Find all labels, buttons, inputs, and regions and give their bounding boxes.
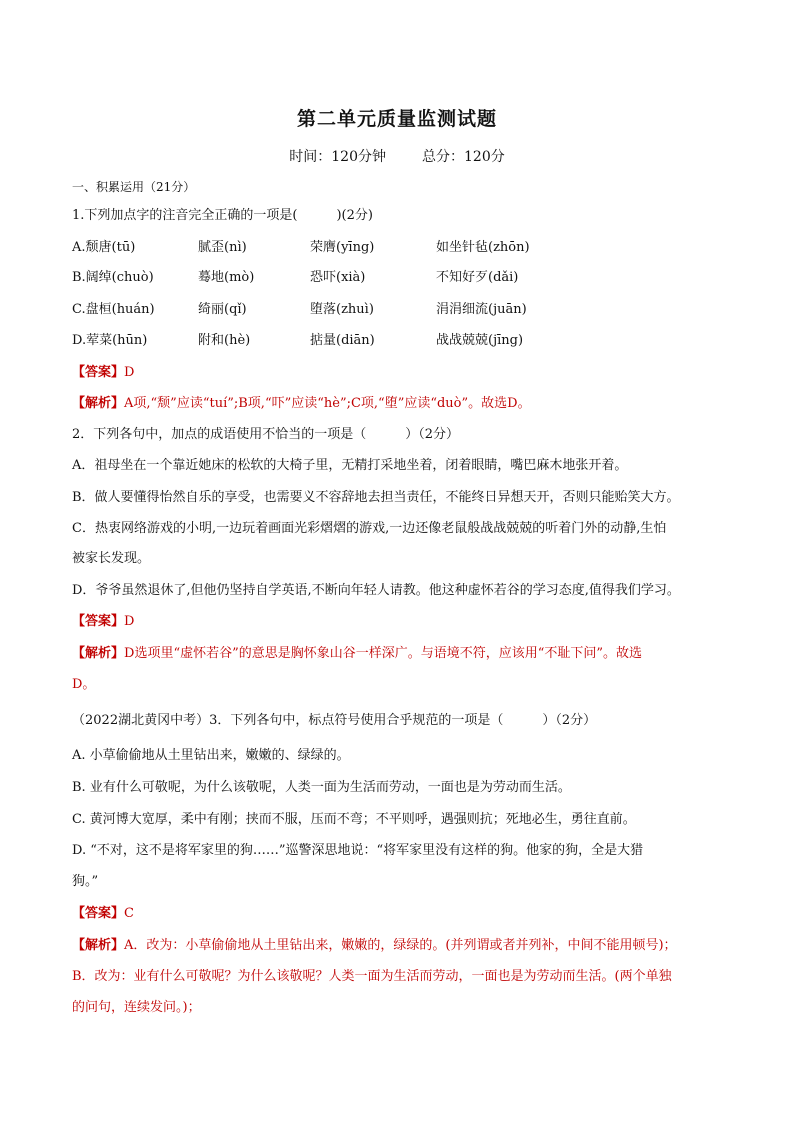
q3-analysis-line2: B．改为：业有什么可敬呢？为什么该敬呢？人类一面为生活而劳动，一面也是为劳动而生活。(两个单独	[72, 969, 672, 984]
q3-option-b: B. 业有什么可敬呢，为什么该敬呢，人类一面为生活而劳动，一面也是为劳动而生活。	[72, 780, 571, 795]
q2-option-a: A．祖母坐在一个靠近她床的松软的大椅子里，无精打采地坐着，闭着眼睛，嘴巴麻木地张开着。	[72, 458, 628, 473]
answer-label: 【答案】	[72, 614, 125, 629]
q1-a-4: 如坐针毡(zhōn)	[436, 240, 530, 255]
q1-a-1: A.颓唐(tū)	[72, 240, 136, 255]
q1-stem: 1.下列加点字的注音完全正确的一项是( )(2分)	[72, 208, 373, 223]
section-heading: 一、积累运用（21分）	[72, 180, 196, 194]
q2-stem: 2．下列各句中，加点的成语使用不恰当的一项是（ ）（2分）	[72, 427, 460, 442]
q1-b-3: 恐吓(xià)	[310, 270, 366, 285]
exam-score: 总分：120分	[422, 149, 505, 165]
answer-value: D	[124, 365, 135, 380]
answer-label: 【答案】	[72, 365, 125, 380]
q1-b-2: 蓦地(mò)	[198, 270, 255, 285]
analysis-text: A项,“颓”应读“tuí”;B项,“吓”应读“hè”;C项,“堕”应读“duò”。故选D。	[124, 396, 531, 411]
q1-c-2: 绮丽(qǐ)	[198, 302, 247, 317]
analysis-text: A．改为：小草偷偷地从土里钻出来，嫩嫩的，绿绿的。(并列谓或者并列补，中间不能用顿号)；	[124, 938, 677, 953]
q2-analysis-line2: D。	[72, 677, 96, 692]
q2-option-c-line1: C．热衷网络游戏的小明,一边玩着画面光彩熠熠的游戏,一边还像老鼠般战战兢兢的听着门外的动静,生怕	[72, 521, 667, 536]
answer-value: D	[124, 614, 135, 629]
q2-answer	[72, 612, 728, 632]
analysis-label: 【解析】	[72, 646, 125, 661]
q1-analysis	[72, 394, 728, 414]
answer-label: 【答案】	[72, 906, 125, 921]
q3-analysis-line1	[72, 936, 728, 956]
q2-option-c-line2: 被家长发现。	[72, 551, 151, 566]
q1-a-3: 荣膺(yīng)	[310, 240, 375, 255]
page-title: 第二单元质量监测试题	[296, 108, 497, 130]
q3-option-d-line2: 狗。”	[72, 874, 99, 889]
analysis-label: 【解析】	[72, 396, 125, 411]
exam-time: 时间：120分钟	[289, 149, 386, 165]
q3-analysis-line3: 的问句，连续发问。)；	[72, 1000, 201, 1015]
exam-info	[0, 146, 794, 166]
q3-option-a: A. 小草偷偷地从土里钻出来，嫩嫩的、绿绿的。	[72, 748, 350, 763]
q3-option-d-line1: D. “不对，这不是将军家里的狗……”巡警深思地说：“将军家里没有这样的狗。他家的狗，全是大猎	[72, 843, 644, 858]
q1-c-4: 涓涓细流(juān)	[436, 302, 527, 317]
q3-option-c: C. 黄河博大宽厚，柔中有刚；挟而不服，压而不弯；不平则呼，遇强则抗；死地必生，勇往直前。	[72, 812, 636, 827]
analysis-label: 【解析】	[72, 938, 125, 953]
q1-d-1: D.荤菜(hūn)	[72, 333, 148, 348]
q2-analysis-line1	[72, 644, 728, 664]
q1-d-3: 掂量(diān)	[310, 333, 375, 348]
q2-option-b: B．做人要懂得怡然自乐的享受，也需要义不容辞地去担当责任，不能终日异想天开，否则只能贻笑大方。	[72, 490, 680, 505]
q1-answer	[72, 363, 728, 383]
q1-c-1: C.盘桓(huán)	[72, 302, 155, 317]
q3-stem: （2022湖北黄冈中考）3．下列各句中，标点符号使用合乎规范的一项是（ ）（2分）	[72, 713, 597, 728]
q1-b-4: 不知好歹(dǎi)	[436, 270, 519, 285]
q1-a-2: 腻歪(nì)	[198, 240, 247, 255]
q1-b-1: B.阔绰(chuò)	[72, 270, 154, 285]
q1-d-2: 附和(hè)	[198, 333, 251, 348]
q1-c-3: 堕落(zhuì)	[310, 302, 374, 317]
q3-answer	[72, 904, 728, 924]
q2-option-d: D．爷爷虽然退休了,但他仍坚持自学英语,不断向年轻人请教。他这种虚怀若谷的学习态度,值得我们学习。	[72, 583, 680, 598]
analysis-text: D选项里“虚怀若谷”的意思是胸怀象山谷一样深广。与语境不符，应该用“不耻下问”。故选	[124, 646, 643, 661]
answer-value: C	[124, 906, 134, 921]
q1-d-4: 战战兢兢(jīng)	[436, 333, 524, 348]
